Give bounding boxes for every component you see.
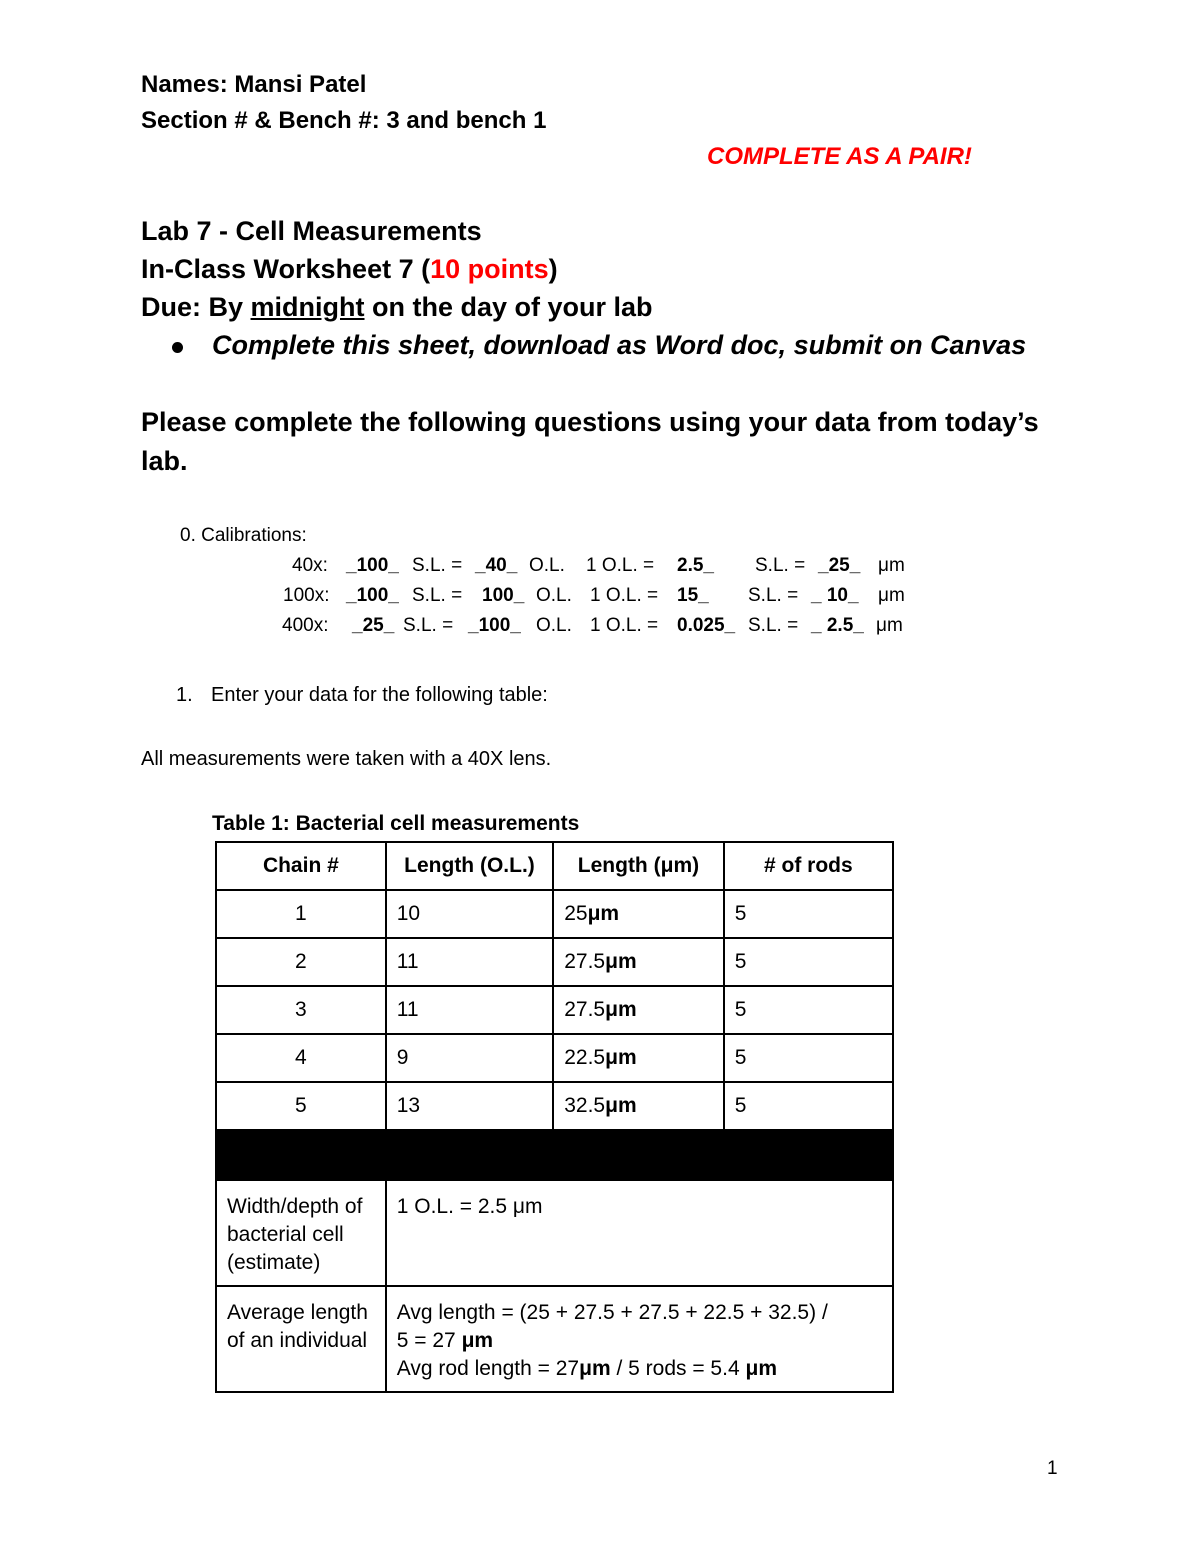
table-row	[216, 1034, 893, 1082]
cell-rods: 5	[724, 890, 893, 938]
table-divider-row	[216, 1130, 893, 1180]
cell-length-um	[553, 938, 723, 986]
avg-line-3-text: Avg rod length = 27	[396, 1357, 580, 1380]
table-width-row	[216, 1180, 893, 1286]
submission-instruction: Complete this sheet, download as Word doc, submit on Canvas	[212, 330, 1027, 360]
cell-length-ol: 13	[386, 1082, 553, 1130]
avg-line-3-unit-a: μm	[579, 1357, 611, 1380]
cell-rods: 5	[724, 938, 893, 986]
cell-length-um	[553, 1082, 723, 1130]
due-midnight: midnight	[250, 292, 365, 322]
cal-mag: 40x:	[292, 555, 328, 576]
names-line: Names: Mansi Patel	[141, 71, 367, 98]
table-row	[216, 986, 893, 1034]
due-prefix: Due: By	[141, 292, 251, 322]
table-row	[216, 890, 893, 938]
avg-line-3	[397, 1355, 882, 1383]
table-average-row	[216, 1286, 893, 1392]
cal-sl-value: _100_	[346, 555, 399, 576]
avg-line-2-unit: μm	[461, 1329, 494, 1352]
avg-line-1: Avg length = (25 + 27.5 + 27.5 + 22.5 + 32.5) /	[396, 1301, 828, 1324]
cal-ol-value: _40_	[475, 555, 518, 576]
table-row	[216, 938, 893, 986]
cell-length-ol: 9	[386, 1034, 553, 1082]
cal-sl-value: _25_	[352, 615, 395, 636]
cell-rods: 5	[724, 1082, 893, 1130]
header-length-ol: Length (O.L.)	[386, 842, 553, 890]
header-length-um: Length (μm)	[553, 842, 723, 890]
cal-um-unit: μm	[878, 585, 905, 606]
cal-um-unit: μm	[876, 615, 903, 636]
avg-line-3-unit-b: μm	[745, 1357, 777, 1380]
worksheet-suffix: )	[548, 254, 558, 284]
cell-chain: 3	[216, 986, 386, 1034]
length-um-unit: μm	[605, 1046, 637, 1069]
header-chain: Chain #	[216, 842, 386, 890]
instruction-line-2: lab.	[141, 446, 188, 476]
black-divider	[216, 1130, 893, 1180]
cal-ol-sl-value: 15_	[677, 585, 709, 606]
cell-length-um	[553, 890, 723, 938]
cell-chain: 4	[216, 1034, 386, 1082]
complete-as-pair-note: COMPLETE AS A PAIR!	[707, 143, 972, 170]
cal-mag: 100x:	[283, 585, 330, 606]
cell-length-ol: 11	[386, 938, 553, 986]
cell-length-ol: 10	[386, 890, 553, 938]
page-number: 1	[1047, 1458, 1058, 1479]
avg-line-2	[397, 1327, 882, 1355]
cell-rods: 5	[724, 986, 893, 1034]
length-um-unit: μm	[605, 1094, 637, 1117]
points-value: 10 points	[430, 254, 549, 284]
cell-length-um	[553, 986, 723, 1034]
cal-sl-label-2: S.L. =	[755, 555, 806, 576]
cell-rods: 5	[724, 1034, 893, 1082]
cell-length-um	[553, 1034, 723, 1082]
avg-line-3-mid: / 5 rods = 5.4	[610, 1357, 746, 1380]
cal-ol-value: _100_	[468, 615, 521, 636]
cal-sl-value: _100_	[346, 585, 399, 606]
cal-ol-label: O.L.	[536, 585, 572, 606]
table-header-row	[216, 842, 893, 890]
cal-ol-label: O.L.	[529, 555, 565, 576]
length-um-unit: μm	[605, 998, 637, 1021]
length-um-value: 25	[564, 902, 588, 925]
due-suffix: on the day of your lab	[364, 292, 653, 322]
instruction-line-1: Please complete the following questions using your data from today’s	[141, 407, 1039, 437]
cell-chain: 5	[216, 1082, 386, 1130]
cal-one-ol-label: 1 O.L. =	[590, 615, 659, 636]
cal-um-value: _25_	[818, 555, 861, 576]
cal-sl-label-2: S.L. =	[748, 615, 799, 636]
lab-title: Lab 7 - Cell Measurements	[141, 216, 482, 246]
worksheet-prefix: In-Class Worksheet 7 (	[141, 254, 431, 284]
average-value	[386, 1286, 893, 1392]
table-caption: Table 1: Bacterial cell measurements	[212, 812, 580, 835]
length-um-value: 22.5	[564, 1046, 606, 1069]
avg-line-2-text: 5 = 27	[396, 1329, 462, 1352]
cal-one-ol-label: 1 O.L. =	[590, 585, 659, 606]
cal-um-unit: μm	[878, 555, 905, 576]
table-row	[216, 1082, 893, 1130]
cal-sl-label: S.L. =	[412, 555, 463, 576]
cal-sl-label: S.L. =	[412, 585, 463, 606]
section-line: Section # & Bench #: 3 and bench 1	[141, 107, 547, 134]
bacterial-measurements-table	[215, 841, 894, 1393]
cal-ol-sl-value: 2.5_	[677, 555, 714, 576]
cal-ol-label: O.L.	[536, 615, 572, 636]
question-1-text: Enter your data for the following table:	[211, 684, 548, 706]
length-um-value: 32.5	[564, 1094, 606, 1117]
cal-sl-label: S.L. =	[403, 615, 454, 636]
cal-um-value: _ 10_	[811, 585, 859, 606]
header-rods: # of rods	[724, 842, 893, 890]
length-um-unit: μm	[605, 950, 637, 973]
bullet-dot	[172, 342, 183, 353]
length-um-unit: μm	[587, 902, 620, 925]
cal-one-ol-label: 1 O.L. =	[586, 555, 655, 576]
cal-ol-sl-value: 0.025_	[677, 615, 736, 636]
calibrations-heading: 0. Calibrations:	[180, 525, 307, 546]
length-um-value: 27.5	[564, 950, 606, 973]
length-um-value: 27.5	[564, 998, 606, 1021]
worksheet-title	[141, 254, 558, 285]
measurement-note: All measurements were taken with a 40X lens.	[141, 748, 552, 770]
cal-um-value: _ 2.5_	[811, 615, 864, 636]
average-label: Average length of an individual	[216, 1286, 386, 1392]
cell-length-ol: 11	[386, 986, 553, 1034]
cal-ol-value: 100_	[482, 585, 525, 606]
question-1-number: 1.	[176, 684, 193, 706]
due-line	[141, 292, 653, 323]
cal-mag: 400x:	[282, 615, 329, 636]
cal-sl-label-2: S.L. =	[748, 585, 799, 606]
width-value: 1 O.L. = 2.5 μm	[386, 1180, 893, 1286]
cell-chain: 2	[216, 938, 386, 986]
cell-chain: 1	[216, 890, 386, 938]
width-label: Width/depth of bacterial cell (estimate)	[216, 1180, 386, 1286]
